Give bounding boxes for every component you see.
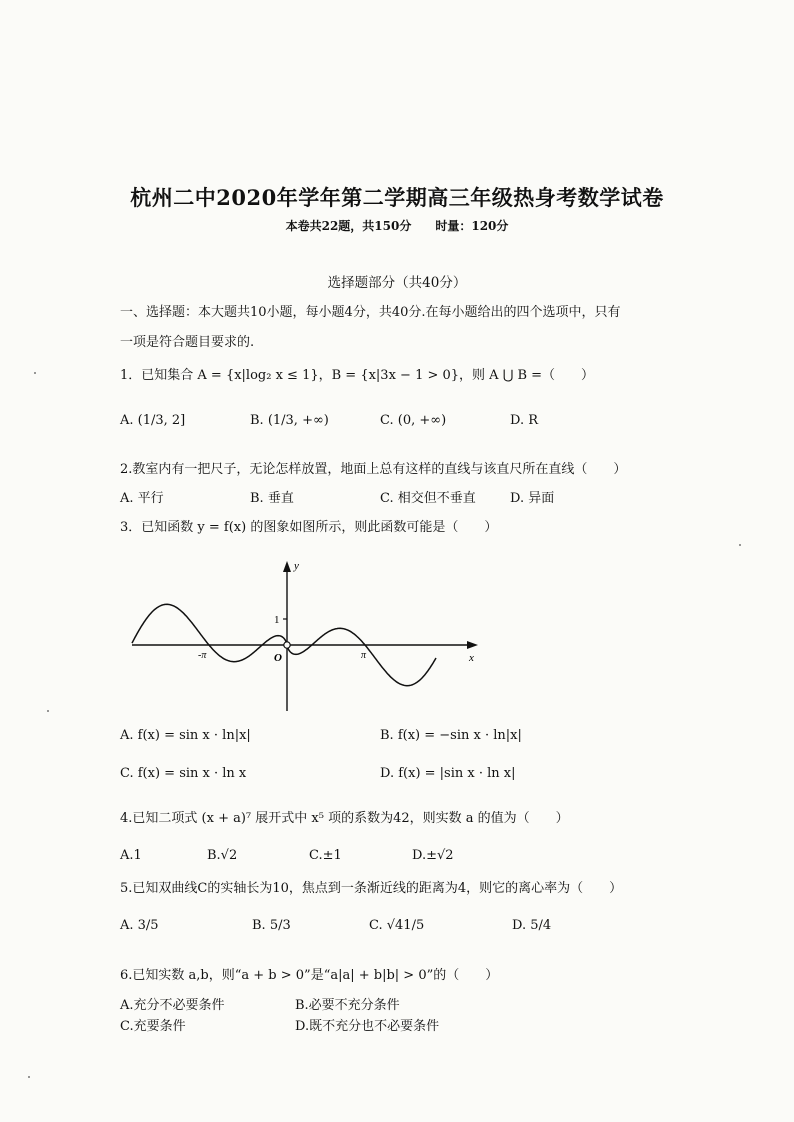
question-2-option-c: C. 相交但不垂直 (380, 491, 476, 506)
question-6-option-d: D.既不充分也不必要条件 (295, 1019, 440, 1034)
x-label-pi: π (361, 650, 367, 661)
question-4-stem: 4.已知二项式 (x + a)⁷ 展开式中 x⁵ 项的系数为42，则实数 a 的值为（ ） (120, 811, 569, 826)
question-4-option-b: B.√2 (207, 848, 238, 863)
question-6-option-a: A.充分不必要条件 (120, 998, 225, 1013)
question-3-stem: 3．已知函数 y = f(x) 的图象如图所示，则此函数可能是（ ） (120, 520, 498, 535)
question-2-option-a: A. 平行 (120, 491, 164, 506)
x-label-neg-pi: -π (198, 650, 207, 661)
scan-speck (739, 544, 741, 546)
scan-speck (47, 710, 49, 712)
question-3-option-c: C. f(x) = sin x · ln x (120, 766, 247, 781)
function-graph (118, 557, 488, 717)
question-1-stem: 1．已知集合 A = {x|log₂ x ≤ 1}，B = {x|3x − 1 > 0}，则 A ⋃ B =（ ） (120, 368, 595, 383)
question-1-option-d: D. R (510, 413, 539, 428)
question-5-option-c: C. √41/5 (369, 918, 425, 933)
origin-label: O (274, 652, 282, 664)
question-5-stem: 5.已知双曲线C的实轴长为10，焦点到一条渐近线的距离为4，则它的离心率为（ ） (120, 881, 623, 896)
y-axis-arrow (283, 561, 291, 572)
question-1-option-a: A. (1/3, 2] (120, 413, 186, 428)
question-2-option-b: B. 垂直 (250, 491, 294, 506)
y-label-one: 1 (274, 614, 280, 626)
question-4-option-d: D.±√2 (412, 848, 454, 863)
x-axis-arrow (467, 641, 478, 649)
question-4-option-c: C.±1 (309, 848, 342, 863)
scan-speck (28, 1076, 30, 1078)
origin-hole (284, 642, 290, 648)
question-3-option-b: B. f(x) = −sin x · ln|x| (380, 728, 522, 743)
page-title: 杭州二中2020年学年第二学期高三年级热身考数学试卷 (130, 185, 664, 210)
question-6-option-b: B.必要不充分条件 (295, 998, 400, 1013)
question-3-option-d: D. f(x) = |sin x · ln x| (380, 766, 516, 781)
question-2-option-d: D. 异面 (510, 491, 555, 506)
question-5-option-b: B. 5/3 (252, 918, 291, 933)
question-5-option-a: A. 3/5 (120, 918, 159, 933)
question-6-option-c: C.充要条件 (120, 1019, 186, 1034)
question-5-option-d: D. 5/4 (512, 918, 552, 933)
instructions-line-1: 一、选择题：本大题共10小题，每小题4分，共40分.在每小题给出的四个选项中，只有 (120, 305, 621, 320)
exam-info: 本卷共22题，共150分 时量：120分 (285, 219, 509, 233)
section-heading: 选择题部分（共40分） (327, 275, 467, 291)
question-4-option-a: A.1 (120, 848, 142, 863)
question-1-option-c: C. (0, +∞) (380, 413, 447, 428)
question-2-stem: 2.教室内有一把尺子，无论怎样放置，地面上总有这样的直线与该直尺所在直线（ ） (120, 462, 627, 477)
scan-speck (34, 372, 36, 374)
question-1-option-b: B. (1/3, +∞) (250, 413, 329, 428)
y-axis-label: y (294, 560, 299, 572)
question-6-stem: 6.已知实数 a,b，则“a + b > 0”是“a|a| + b|b| > 0”的（ ） (120, 968, 499, 983)
x-axis-label: x (469, 652, 474, 664)
instructions-line-2: 一项是符合题目要求的. (120, 335, 255, 350)
question-3-option-a: A. f(x) = sin x · ln|x| (120, 728, 251, 743)
